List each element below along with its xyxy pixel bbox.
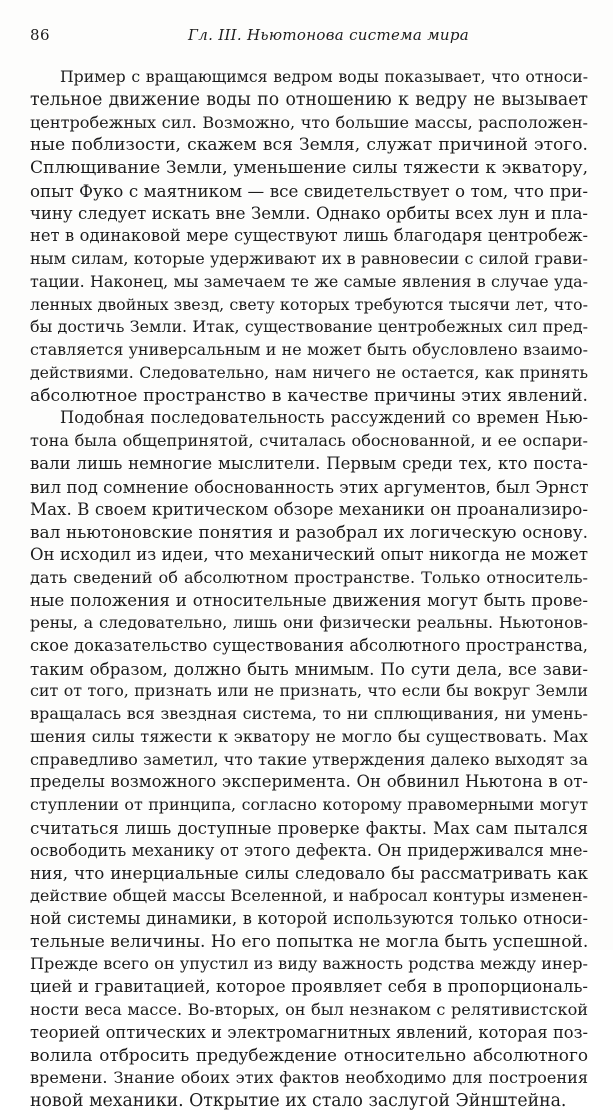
text-line: рены, а следовательно, лишь они физически реальны. Ньютонов- xyxy=(30,613,588,632)
text-line: Сплющивание Земли, уменьшение силы тяжести к экватору, xyxy=(30,158,588,178)
text-line: освободить механику от этого дефекта. Он придерживался мне- xyxy=(30,840,588,860)
text-line: сит от того, признать или не признать, что если бы вокруг Земли xyxy=(30,681,588,701)
text-line: ным силам, которые удерживают их в равновесии с силой грави- xyxy=(30,249,588,268)
text-line: ступлении от принципа, согласно которому правомерными могут xyxy=(30,795,588,814)
text-line: времени. Знание обоих этих фактов необходимо для построения xyxy=(30,1068,588,1087)
text-line: таким образом, должно быть мнимым. По сути дела, все зави- xyxy=(30,658,588,679)
text-line: действиями. Следовательно, нам ничего не остается, как принять xyxy=(30,362,588,382)
body-text xyxy=(30,66,588,1113)
text-line: Подобная последовательность рассуждений со времен Нью- xyxy=(60,408,588,428)
paragraph-1 xyxy=(30,66,588,407)
text-line: абсолютное пространство в качестве причины этих явлений. xyxy=(30,385,588,406)
text-line: вали лишь немногие мыслители. Первым среди тех, кто поста- xyxy=(30,453,588,473)
text-line: тельные величины. Но его попытка не могла быть успешной. xyxy=(30,931,588,952)
text-line: тона была общепринятой, считалась обоснованной, и ее оспари- xyxy=(30,431,588,450)
text-line: шения силы тяжести к экватору не могло бы существовать. Мах xyxy=(30,726,588,746)
text-line: Он исходил из идеи, что механический опыт никогда не может xyxy=(30,544,588,564)
text-line: ные поблизости, скажем вся Земля, служат причиной этого. xyxy=(30,135,588,156)
text-line: вращалась вся звездная система, то ни сплющивания, ни умень- xyxy=(30,704,588,723)
text-line: опыт Фуко с маятником — все свидетельствует о том, что при- xyxy=(30,180,588,201)
text-line: пределы возможного эксперимента. Он обвинил Ньютона в от- xyxy=(30,772,588,792)
page-header xyxy=(30,26,470,48)
text-line: ленных двойных звезд, свету которых требуются тысячи лет, что- xyxy=(30,294,588,314)
text-line: бы достичь Земли. Итак, существование центробежных сил пред- xyxy=(30,317,588,337)
paragraph-2 xyxy=(30,407,588,1112)
text-line: ности веса массе. Во-вторых, он был незнаком с релятивистской xyxy=(30,999,588,1019)
text-line: тельное движение воды по отношению к ведру не вызывает xyxy=(30,89,588,110)
text-line: новой механики. Открытие их стало заслугой Эйнштейна. xyxy=(30,1090,567,1111)
text-line: теорией оптических и электромагнитных явлений, которая поз- xyxy=(30,1022,588,1042)
text-line: Пример с вращающимся ведром воды показывает, что относи- xyxy=(60,67,588,86)
text-line: ной системы динамики, в которой используются только относи- xyxy=(30,908,588,928)
text-line: цией и гравитацией, которое проявляет себя в пропорциональ- xyxy=(30,977,588,996)
text-line: нет в одинаковой мере существуют лишь благодаря центробеж- xyxy=(30,226,588,246)
text-line: центробежных сил. Возможно, что большие массы, расположен- xyxy=(30,112,588,132)
text-line: чину следует искать вне Земли. Однако орбиты всех лун и пла- xyxy=(30,203,588,223)
text-line: действие общей массы Вселенной, и набросал контуры изменен- xyxy=(30,886,588,905)
text-line: вал ньютоновские понятия и разобрал их логическую основу. xyxy=(30,522,588,542)
text-line: справедливо заметил, что такие утверждения далеко выходят за xyxy=(30,749,588,769)
text-line: ставляется универсальным и не может быть обусловлено взаимо- xyxy=(30,340,588,359)
text-line: ское доказательство существования абсолютного пространства, xyxy=(30,635,588,655)
text-line: Мах. В своем критическом обзоре механики он проанализиро- xyxy=(30,499,588,520)
running-head: Гл. III. Ньютонова система мира xyxy=(188,26,470,44)
text-line: волила отбросить предубеждение относительно абсолютного xyxy=(30,1045,588,1066)
text-line: ные положения и относительные движения могут быть прове- xyxy=(30,590,588,611)
text-line: тации. Наконец, мы замечаем те же самые явления в случае уда- xyxy=(30,271,588,291)
page-number: 86 xyxy=(30,26,51,44)
text-line: вил под сомнение обоснованность этих аргументов, был Эрнст xyxy=(30,476,588,497)
text-line: Прежде всего он упустил из виду важность родства между инер- xyxy=(30,954,588,974)
text-line: ния, что инерциальные силы следовало бы рассматривать как xyxy=(30,863,588,884)
text-line: дать сведений об абсолютном пространстве. Только относитель- xyxy=(30,567,588,587)
text-line: считаться лишь доступные проверке факты. Мах сам пытался xyxy=(30,817,588,838)
